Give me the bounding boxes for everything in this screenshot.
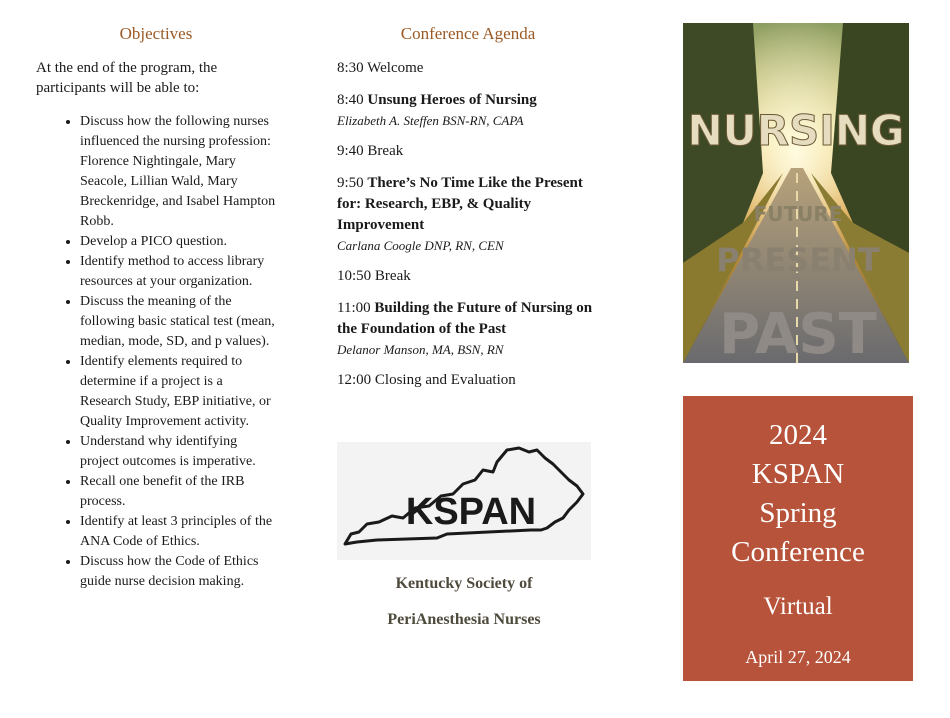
- cover-panel: [683, 396, 913, 681]
- agenda-item: [337, 370, 599, 391]
- agenda-item: [337, 141, 599, 162]
- agenda-list: [337, 58, 599, 391]
- image-word-future: FUTURE: [753, 202, 843, 226]
- agenda-session-label: Welcome: [367, 60, 424, 76]
- road-image: [683, 23, 909, 363]
- agenda-time: 8:30: [337, 60, 364, 76]
- agenda-session-label: Closing and Evaluation: [374, 372, 516, 388]
- image-word-present: PRESENT: [716, 241, 880, 279]
- agenda-heading: Conference Agenda: [400, 24, 536, 43]
- objective-item: • Understand why identifying project outcomes is imperative.: [80, 432, 276, 472]
- agenda-time: 9:40: [337, 143, 364, 159]
- agenda-time: 9:50: [337, 175, 364, 191]
- agenda-speaker: Elizabeth A. Steffen BSN-RN, CAPA: [337, 113, 524, 128]
- agenda-session-title: There’s No Time Like the Present for: Research, EBP, & Quality Improvement: [337, 175, 583, 233]
- agenda-item: [337, 173, 599, 255]
- agenda-session-title: Unsung Heroes of Nursing: [367, 92, 537, 108]
- agenda-item: [337, 90, 599, 130]
- objective-item: • Discuss how the Code of Ethics guide nurse decision making.: [80, 552, 276, 592]
- agenda-item: [337, 298, 599, 359]
- objectives-column: [36, 0, 276, 592]
- cover-title-line: Conference: [731, 536, 865, 568]
- objectives-list: [36, 112, 276, 592]
- cover-title: [683, 416, 913, 572]
- objective-item: • Recall one benefit of the IRB process.: [80, 472, 276, 512]
- cover-image: [683, 23, 909, 363]
- org-name-line1: Kentucky Society of: [395, 575, 533, 592]
- kentucky-map-logo: [337, 442, 591, 560]
- agenda-time: 10:50: [337, 268, 372, 284]
- image-word-past: PAST: [719, 302, 877, 363]
- objective-item: • Identify at least 3 principles of the ANA Code of Ethics.: [80, 512, 276, 552]
- agenda-session-title: Building the Future of Nursing on the Foundation of the Past: [337, 300, 593, 337]
- objective-item: • Discuss how the following nurses influenced the nursing profession: Florence Nightingale, Mary Seacole, Lillian Wald, Mary Breckenridge, and Isabel Hampton Robb.: [80, 112, 276, 232]
- agenda-time: 8:40: [337, 92, 364, 108]
- agenda-column: [337, 0, 599, 402]
- agenda-time: 11:00: [337, 300, 371, 316]
- objectives-heading: Objectives: [119, 24, 193, 43]
- cover-mode: Virtual: [763, 593, 833, 620]
- agenda-item: [337, 266, 599, 287]
- kspan-logo: [337, 442, 591, 560]
- objective-item: • Develop a PICO question.: [80, 232, 276, 252]
- cover-title-line: 2024: [769, 419, 827, 451]
- objective-item: • Identify method to access library resources at your organization.: [80, 252, 276, 292]
- objective-item: • Discuss the meaning of the following basic statical test (mean, median, mode, SD, and p values).: [80, 292, 276, 352]
- cover-title-line: Spring: [759, 497, 837, 529]
- agenda-item: [337, 58, 599, 79]
- agenda-time: 12:00: [337, 372, 372, 388]
- objectives-intro: At the end of the program, the participants will be able to:: [36, 60, 218, 96]
- logo-text: KSPAN: [405, 491, 537, 533]
- image-word-nursing: NURSING: [687, 106, 905, 155]
- agenda-session-label: Break: [374, 268, 411, 284]
- cover-title-line: KSPAN: [751, 458, 845, 490]
- agenda-speaker: Carlana Coogle DNP, RN, CEN: [337, 238, 504, 253]
- agenda-speaker: Delanor Manson, MA, BSN, RN: [337, 342, 504, 357]
- cover-date: April 27, 2024: [745, 647, 851, 667]
- agenda-session-label: Break: [367, 143, 404, 159]
- org-name-line2: PeriAnesthesia Nurses: [387, 611, 541, 628]
- objective-item: • Identify elements required to determine if a project is a Research Study, EBP initiative, or Quality Improvement activity.: [80, 352, 276, 432]
